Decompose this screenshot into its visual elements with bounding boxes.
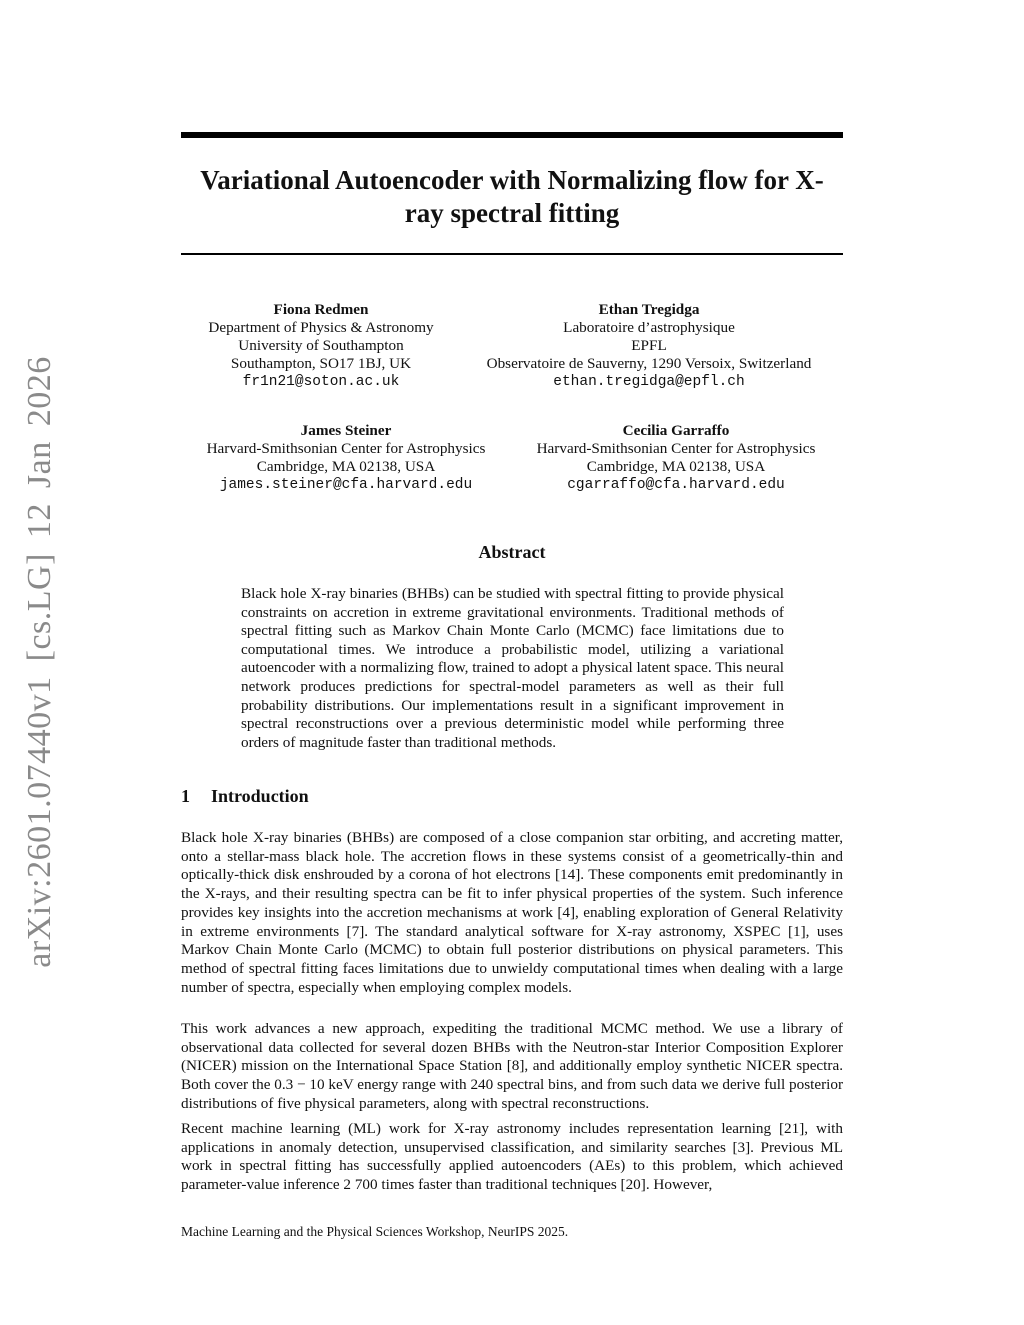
author-affiliation: Observatoire de Sauverny, 1290 Versoix, Switzerland: [486, 355, 812, 372]
author-affiliation: Department of Physics & Astronomy: [208, 319, 434, 336]
author-block: [207, 422, 486, 494]
author-block: [208, 301, 433, 391]
section-number: 1: [181, 786, 190, 806]
author-name: Cecilia Garraffo: [622, 422, 730, 439]
body-paragraph: Recent machine learning (ML) work for X-ray astronomy includes representation learning [21], with applications in anomaly detection, unsupervised classification, and similarity searches [3]. Previous ML work in spectral fitting has successfully applied autoencoders (AEs) to this problem, which achieved parameter-value inference 2 700 times faster than traditional techniques [20]. However,: [181, 1120, 843, 1194]
author-affiliation: Harvard-Smithsonian Center for Astrophysics: [536, 440, 816, 457]
title-bottom-rule: [181, 253, 843, 255]
title-top-rule: [181, 132, 843, 138]
venue-footnote: Machine Learning and the Physical Sciences Workshop, NeurIPS 2025.: [181, 1224, 569, 1239]
author-block: [487, 301, 812, 391]
author-email: james.steiner@cfa.harvard.edu: [219, 477, 473, 493]
author-email: cgarraffo@cfa.harvard.edu: [567, 477, 785, 493]
body-paragraph: This work advances a new approach, expediting the traditional MCMC method. We use a library of observational data collected for several dozen BHBs with the Neutron-star Interior Composition Explorer (NICER) mission on the International Space Station [8], and additionally employ synthetic NICER spectra. Both cover the 0.3 − 10 keV energy range with 240 spectral bins, and from such data we derive full posterior distributions of five physical parameters, along with spectral reconstructions.: [181, 1020, 843, 1112]
author-name: Ethan Tregidga: [598, 301, 700, 318]
section-heading: [181, 786, 309, 807]
author-name: James Steiner: [300, 422, 392, 439]
abstract-heading: Abstract: [478, 542, 546, 562]
author-affiliation: Laboratoire d’astrophysique: [563, 319, 735, 336]
abstract-text: Black hole X-ray binaries (BHBs) can be studied with spectral fitting to provide physical constraints on accretion in extreme gravitational environments. Traditional methods of spectral fitting such as Markov Chain Monte Carlo (MCMC) face limitations due to computational times. We introduce a probabilistic model, utilizing a variational autoencoder with a normalizing flow, trained to adopt a physical latent space. This neural network produces predictions for spectral-model parameters as well as their full probability distributions. Our implementations result in a significant improvement in spectral reconstructions over a previous deterministic model while performing three orders of magnitude faster than traditional methods.: [241, 585, 784, 751]
author-affiliation: EPFL: [631, 337, 667, 354]
arxiv-identifier: arXiv:2601.07440v1 [cs.LG] 12 Jan 2026: [21, 356, 58, 968]
author-affiliation: Cambridge, MA 02138, USA: [256, 458, 436, 475]
author-affiliation: Harvard-Smithsonian Center for Astrophysics: [206, 440, 486, 457]
author-affiliation: Cambridge, MA 02138, USA: [586, 458, 766, 475]
author-affiliation: Southampton, SO17 1BJ, UK: [230, 355, 412, 372]
author-affiliation: University of Southampton: [238, 337, 404, 354]
author-email: ethan.tregidga@epfl.ch: [553, 374, 745, 390]
author-name: Fiona Redmen: [273, 301, 369, 318]
section-title: Introduction: [211, 786, 309, 806]
author-block: [537, 422, 816, 494]
body-paragraph: Black hole X-ray binaries (BHBs) are composed of a close companion star orbiting, and accreting matter, onto a stellar-mass black hole. The accretion flows in these systems consist of a geometrically-thin and optically-thick disk enshrouded by a corona of hot electrons [14]. These components emit predominantly in the X-rays, and their resulting spectra can be fit to infer physical properties of the system. Such inference provides key insights into the accretion mechanisms at work [4], enabling exploration of General Relativity in extreme environments [7]. The standard analytical software for X-ray astronomy, XSPEC [1], uses Markov Chain Monte Carlo (MCMC) to obtain full posterior distributions on physical parameters. This method of spectral fitting faces limitations due to unwieldy computational times when dealing with a large number of spectra, especially when employing complex models.: [181, 829, 843, 996]
author-email: fr1n21@soton.ac.uk: [242, 374, 400, 390]
paper-title: Variational Autoencoder with Normalizing flow for X-ray spectral fitting: [200, 165, 824, 228]
